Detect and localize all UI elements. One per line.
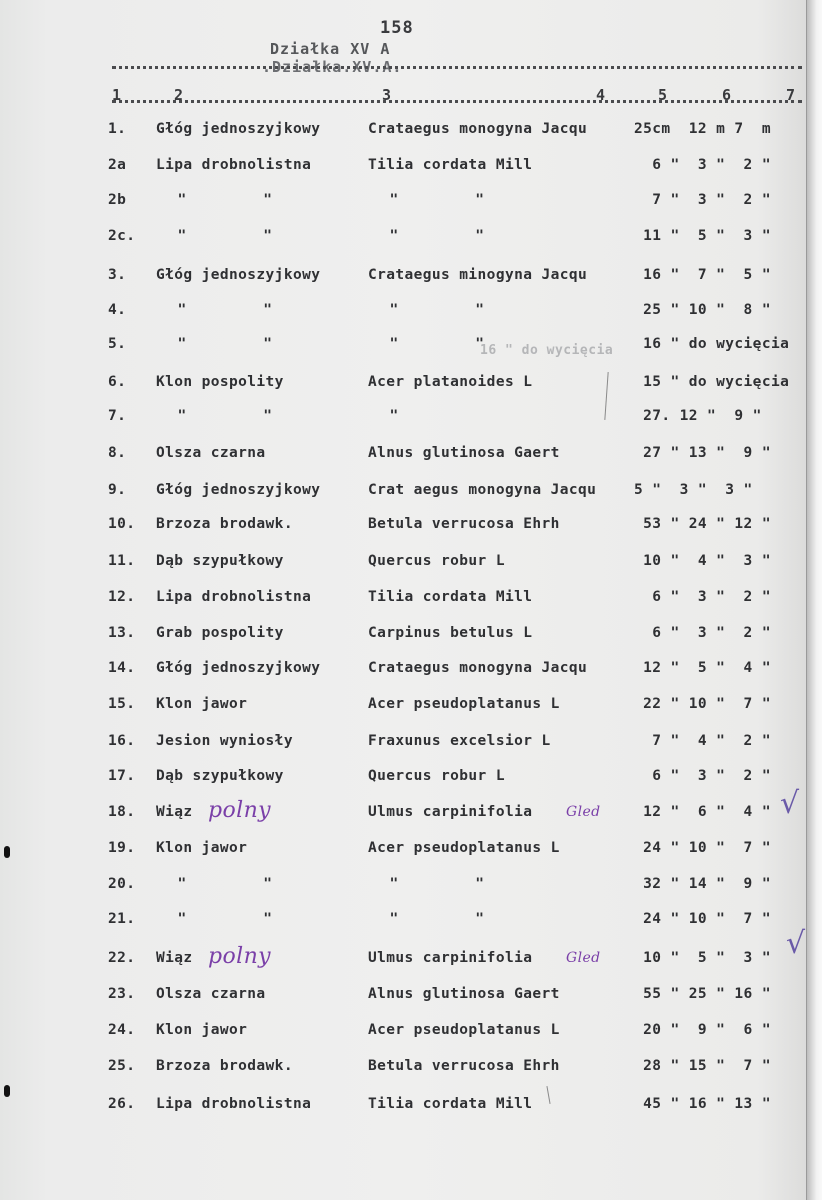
polish-name: " " [156, 408, 275, 424]
latin-name: " " [368, 302, 487, 318]
latin-name: Acer pseudoplatanus L [368, 696, 560, 712]
column-number: 7 [786, 86, 796, 104]
table-row [108, 121, 808, 151]
row-number: 26. [108, 1096, 136, 1112]
polish-name: " " [156, 911, 275, 927]
table-row [108, 1022, 808, 1052]
dimensions: 22 " 10 " 7 " [634, 696, 771, 712]
row-number: 11. [108, 553, 136, 569]
handwritten-author-note: Gled [566, 804, 601, 820]
column-number: 6 [722, 86, 732, 104]
checkmark-icon: √ [786, 926, 806, 961]
dimensions: 55 " 25 " 16 " [634, 986, 771, 1002]
table-row [108, 482, 808, 512]
polish-name: Brzoza brodawk. [156, 1058, 293, 1074]
polish-name: Klon jawor [156, 696, 248, 712]
latin-name: Tilia cordata Mill [368, 157, 533, 173]
table-row [108, 1058, 808, 1088]
table-row [108, 157, 808, 187]
table-row [108, 374, 808, 404]
row-number: 20. [108, 876, 136, 892]
row-number: 10. [108, 516, 136, 532]
table-row [108, 625, 808, 655]
polish-name: " " [156, 228, 275, 244]
row-number: 18. [108, 804, 136, 820]
column-number: 4 [596, 86, 606, 104]
latin-name: Acer pseudoplatanus L [368, 1022, 560, 1038]
table-row [108, 267, 808, 297]
row-number: 16. [108, 733, 136, 749]
table-row [108, 192, 808, 222]
dimensions: 25 " 10 " 8 " [634, 302, 771, 318]
latin-name: Ulmus carpinifolia [368, 950, 533, 966]
row-number: 2b [108, 192, 127, 208]
row-number: 2c. [108, 228, 136, 244]
polish-name: Dąb szypułkowy [156, 768, 284, 784]
latin-name: Quercus robur L [368, 768, 505, 784]
column-dotted-rule [112, 100, 802, 103]
polish-name: Grab pospolity [156, 625, 284, 641]
row-number: 14. [108, 660, 136, 676]
row-number: 8. [108, 445, 127, 461]
dimensions: 28 " 15 " 7 " [634, 1058, 771, 1074]
latin-name: Alnus glutinosa Gaert [368, 445, 560, 461]
polish-name: Dąb szypułkowy [156, 553, 284, 569]
dimensions: 6 " 3 " 2 " [634, 625, 771, 641]
table-row [108, 986, 808, 1016]
table-row [108, 553, 808, 583]
dimensions: 27. 12 " 9 " [634, 408, 762, 424]
column-number: 5 [658, 86, 668, 104]
dimensions: 16 " do wycięcia [634, 336, 790, 352]
row-number: 15. [108, 696, 136, 712]
table-row [108, 911, 808, 941]
polish-name: Głóg jednoszyjkowy [156, 121, 321, 137]
plot-heading: Działka XV A [270, 40, 391, 58]
dimensions: 25cm 12 m 7 m [634, 121, 771, 137]
dimensions: 20 " 9 " 6 " [634, 1022, 771, 1038]
dimensions: 5 " 3 " 3 " [634, 482, 753, 498]
polish-name: " " [156, 336, 275, 352]
latin-name: " " [368, 336, 487, 352]
latin-name: Betula verrucosa Ehrh [368, 1058, 560, 1074]
polish-name: Głóg jednoszyjkowy [156, 267, 321, 283]
latin-name: Crat aegus monogyna Jacqu [368, 482, 597, 498]
polish-name: " " [156, 876, 275, 892]
page-number: 158 [380, 18, 414, 38]
row-number: 22. [108, 950, 136, 966]
handwritten-author-note: Gled [566, 950, 601, 966]
latin-name: " " [368, 911, 487, 927]
latin-name: Carpinus betulus L [368, 625, 533, 641]
dimensions: 12 " 6 " 4 " [634, 804, 771, 820]
dimensions: 32 " 14 " 9 " [634, 876, 771, 892]
latin-name: Acer platanoides L [368, 374, 533, 390]
dimensions: 6 " 3 " 2 " [634, 768, 771, 784]
latin-name: Crataegus monogyna Jacqu [368, 121, 588, 137]
handwritten-species-note: polny [208, 944, 271, 969]
row-number: 2a [108, 157, 127, 173]
header-dotted-rule [112, 66, 802, 69]
dimensions: 10 " 5 " 3 " [634, 950, 771, 966]
polish-name: Klon jawor [156, 840, 248, 856]
faint-bleed-through-text: 16 " do wycięcia [480, 343, 614, 358]
table-row [108, 516, 808, 546]
polish-name: Głóg jednoszyjkowy [156, 660, 321, 676]
table-row [108, 589, 808, 619]
polish-name: Olsza czarna [156, 986, 266, 1002]
dimensions: 15 " do wycięcia [634, 374, 790, 390]
polish-name: Lipa drobnolistna [156, 157, 312, 173]
latin-name: " " [368, 228, 487, 244]
table-row [108, 840, 808, 870]
table-row [108, 696, 808, 726]
polish-name: Klon jawor [156, 1022, 248, 1038]
latin-name: Betula verrucosa Ehrh [368, 516, 560, 532]
polish-name: Klon pospolity [156, 374, 284, 390]
dimensions: 12 " 5 " 4 " [634, 660, 771, 676]
handwritten-species-note: polny [208, 798, 271, 823]
table-row [108, 408, 808, 438]
latin-name: Fraxunus excelsior L [368, 733, 551, 749]
polish-name: " " [156, 192, 275, 208]
row-number: 7. [108, 408, 127, 424]
polish-name: Wiąz [156, 950, 193, 966]
row-number: 25. [108, 1058, 136, 1074]
row-number: 3. [108, 267, 127, 283]
dimensions: 10 " 4 " 3 " [634, 553, 771, 569]
row-number: 1. [108, 121, 127, 137]
latin-name: Ulmus carpinifolia [368, 804, 533, 820]
dimensions: 7 " 4 " 2 " [634, 733, 771, 749]
dimensions: 24 " 10 " 7 " [634, 911, 771, 927]
page-edge [806, 0, 822, 1200]
punch-hole-mark [4, 846, 10, 858]
dimensions: 11 " 5 " 3 " [634, 228, 771, 244]
polish-name: Lipa drobnolistna [156, 589, 312, 605]
row-number: 12. [108, 589, 136, 605]
table-row [108, 733, 808, 763]
dimensions: 6 " 3 " 2 " [634, 157, 771, 173]
plot-heading-overtyped: .Działka.XV.A. [262, 58, 403, 76]
table-row [108, 336, 808, 366]
row-number: 6. [108, 374, 127, 390]
latin-name: Acer pseudoplatanus L [368, 840, 560, 856]
table-row [108, 1096, 808, 1126]
table-row [108, 302, 808, 332]
dimensions: 7 " 3 " 2 " [634, 192, 771, 208]
latin-name: " " [368, 876, 487, 892]
polish-name: Lipa drobnolistna [156, 1096, 312, 1112]
dimensions: 27 " 13 " 9 " [634, 445, 771, 461]
latin-name: " " [368, 192, 487, 208]
punch-hole-mark [4, 1085, 10, 1097]
dimensions: 24 " 10 " 7 " [634, 840, 771, 856]
column-number: 3 [382, 86, 392, 104]
row-number: 21. [108, 911, 136, 927]
column-number: 2 [174, 86, 184, 104]
row-number: 5. [108, 336, 127, 352]
checkmark-icon: √ [780, 786, 800, 821]
row-number: 23. [108, 986, 136, 1002]
table-row [108, 768, 808, 798]
latin-name: Crataegus monogyna Jacqu [368, 660, 588, 676]
column-number: 1 [112, 86, 122, 104]
latin-name: " [368, 408, 401, 424]
latin-name: Quercus robur L [368, 553, 505, 569]
dimensions: 53 " 24 " 12 " [634, 516, 771, 532]
latin-name: Tilia cordata Mill [368, 1096, 533, 1112]
dimensions: 45 " 16 " 13 " [634, 1096, 771, 1112]
row-number: 17. [108, 768, 136, 784]
polish-name: Olsza czarna [156, 445, 266, 461]
row-number: 19. [108, 840, 136, 856]
polish-name: Jesion wyniosły [156, 733, 293, 749]
table-row [108, 660, 808, 690]
latin-name: Crataegus minogyna Jacqu [368, 267, 588, 283]
row-number: 24. [108, 1022, 136, 1038]
latin-name: Tilia cordata Mill [368, 589, 533, 605]
row-number: 13. [108, 625, 136, 641]
table-row [108, 944, 808, 980]
dimensions: 16 " 7 " 5 " [634, 267, 771, 283]
polish-name: Brzoza brodawk. [156, 516, 293, 532]
polish-name: " " [156, 302, 275, 318]
table-row [108, 798, 808, 834]
row-number: 4. [108, 302, 127, 318]
table-row [108, 445, 808, 475]
row-number: 9. [108, 482, 127, 498]
table-row [108, 876, 808, 906]
polish-name: Głóg jednoszyjkowy [156, 482, 321, 498]
table-row [108, 228, 808, 258]
latin-name: Alnus glutinosa Gaert [368, 986, 560, 1002]
polish-name: Wiąz [156, 804, 193, 820]
dimensions: 6 " 3 " 2 " [634, 589, 771, 605]
